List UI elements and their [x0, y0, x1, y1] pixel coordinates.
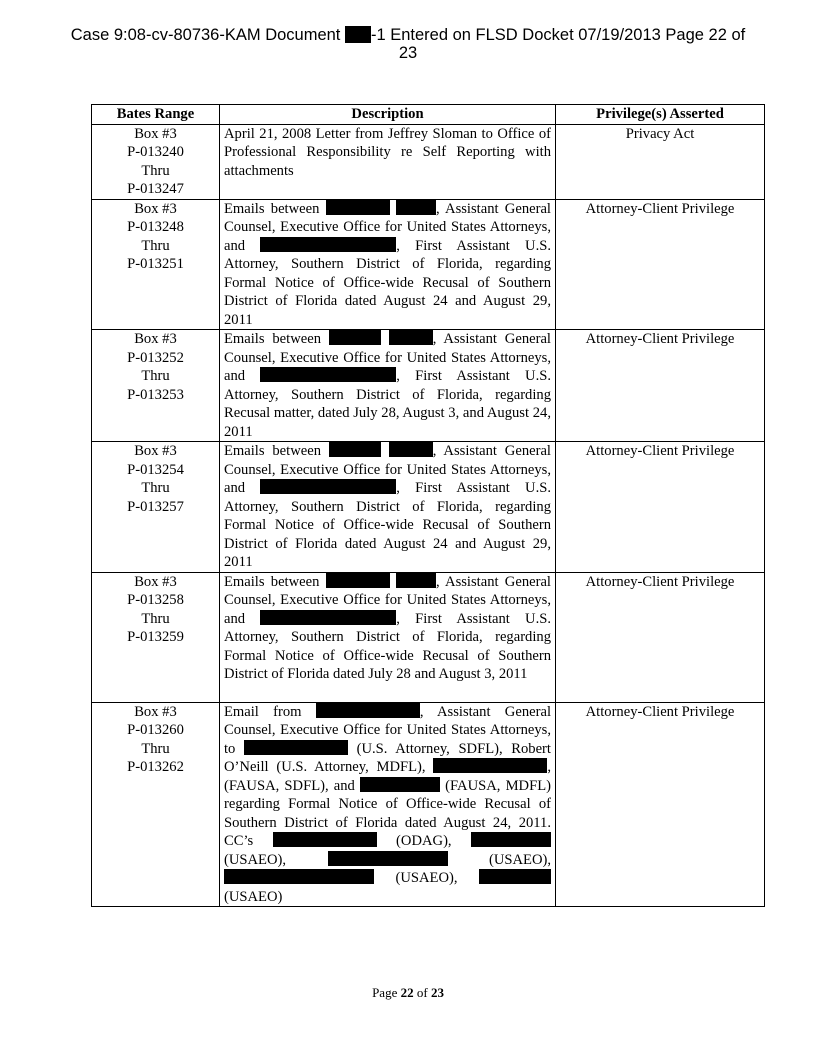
- header-line-1: [0, 26, 816, 44]
- bates-box: Box #3: [134, 573, 177, 590]
- privilege-cell: Attorney-Client Privilege: [556, 199, 765, 330]
- description-text: Emails between: [224, 573, 320, 590]
- redaction-block: [316, 703, 420, 718]
- description-text: , (FAUSA, SDFL), and: [224, 759, 551, 794]
- bates-start: P-013254: [127, 461, 184, 478]
- description-text: (USAEO): [224, 888, 283, 905]
- bates-start: P-013260: [127, 722, 184, 738]
- privilege-cell: Attorney-Client Privilege: [556, 572, 765, 702]
- redaction-block: [328, 851, 448, 866]
- redaction-block: [471, 832, 551, 847]
- column-header-bates: Bates Range: [92, 105, 220, 125]
- footer-page-total: 23: [430, 985, 444, 1000]
- footer-of-label: of: [413, 985, 431, 1000]
- redaction-block: [260, 610, 396, 625]
- description-text: , First Assistant U.S. Attorney, Southern District of Florida, regarding Formal Notice of Office-wide Recusal of Southern District of Florida dated August 24 and August 29, 2011: [224, 237, 551, 328]
- description-cell: [220, 442, 556, 573]
- redaction-block: [329, 442, 381, 457]
- description-text: , First Assistant U.S. Attorney, Southern District of Florida, regarding Formal Notice of Office-wide Recusal of Southern District of Florida dated August 24 and August 29, 2011: [224, 480, 551, 570]
- description-cell: [220, 199, 556, 330]
- redaction-block: [389, 330, 433, 345]
- description-text: (FAUSA, MDFL) regarding Formal Notice of Office-wide Recusal of Southern District of Florida dated August 24, 2011. CC’s: [224, 777, 551, 849]
- bates-thru: Thru: [141, 610, 170, 627]
- header-docket-text: -1 Entered on FLSD Docket 07/19/2013 Page 22 of: [370, 26, 746, 44]
- page-footer: [0, 985, 816, 1001]
- table-row: [92, 442, 765, 573]
- bates-end: P-013247: [127, 181, 184, 197]
- redaction-block: [260, 479, 396, 494]
- bates-box: Box #3: [134, 443, 177, 459]
- bates-thru: Thru: [141, 237, 170, 254]
- table-row: [92, 124, 765, 199]
- bates-start: P-013252: [127, 349, 184, 366]
- description-text: (USAEO),: [224, 851, 287, 868]
- description-text: , Assistant General Counsel, Executive Office for United States Attorneys, and: [224, 443, 551, 496]
- table-row: [92, 330, 765, 442]
- table-header-row: [92, 105, 765, 125]
- bates-end: P-013262: [127, 759, 184, 775]
- bates-box: Box #3: [134, 125, 177, 142]
- redaction-block: [389, 442, 433, 457]
- redaction-block: [345, 26, 371, 43]
- header-line-2: 23: [398, 44, 418, 62]
- redaction-block: [479, 869, 551, 884]
- privilege-log-table: [91, 104, 765, 907]
- privilege-cell: Attorney-Client Privilege: [556, 330, 765, 442]
- bates-cell: [92, 330, 220, 442]
- bates-cell: [92, 124, 220, 199]
- description-text: Emails between: [224, 331, 322, 347]
- footer-page-number: 22: [400, 985, 414, 1000]
- header-case-text: Case 9:08-cv-80736-KAM Document: [70, 26, 341, 44]
- bates-thru: Thru: [141, 368, 170, 384]
- description-cell: [220, 572, 556, 702]
- bates-cell: [92, 572, 220, 702]
- redaction-block: [396, 573, 436, 588]
- privilege-cell: Attorney-Client Privilege: [556, 442, 765, 573]
- bates-end: P-013251: [127, 256, 184, 272]
- description-text: April 21, 2008 Letter from Jeffrey Sloman to Office of Professional Responsibility re Self Reporting with attachments: [224, 125, 551, 179]
- bates-end: P-013259: [127, 629, 184, 645]
- redaction-block: [224, 869, 374, 884]
- table-row: [92, 572, 765, 702]
- redaction-block: [326, 573, 390, 588]
- description-cell: [220, 330, 556, 442]
- bates-start: P-013248: [127, 219, 184, 235]
- description-text: (USAEO),: [488, 851, 551, 868]
- description-text: (USAEO),: [395, 870, 458, 886]
- redaction-block: [260, 367, 396, 382]
- table-row: [92, 199, 765, 330]
- redaction-block: [260, 237, 396, 252]
- redaction-block: [396, 200, 436, 215]
- bates-box: Box #3: [134, 703, 177, 720]
- description-text: , Assistant General Counsel, Executive Office for United States Attorneys, to: [224, 703, 551, 757]
- page-header: [0, 26, 816, 62]
- footer-page-label: Page: [372, 985, 401, 1000]
- description-text: , Assistant General Counsel, Executive Office for United States Attorneys, and: [224, 573, 551, 627]
- description-text: , Assistant General Counsel, Executive Office for United States Attorneys, and: [224, 200, 551, 254]
- bates-thru: Thru: [141, 740, 170, 757]
- redaction-block: [326, 200, 390, 215]
- description-text: (ODAG),: [396, 833, 452, 849]
- redaction-block: [360, 777, 440, 792]
- bates-thru: Thru: [141, 480, 170, 496]
- table-row: [92, 702, 765, 907]
- redaction-block: [244, 740, 348, 755]
- redaction-block: [273, 832, 377, 847]
- bates-box: Box #3: [134, 331, 177, 347]
- privilege-cell: Attorney-Client Privilege: [556, 702, 765, 907]
- description-text: , First Assistant U.S. Attorney, Southern District of Florida, regarding Formal Notice of Office-wide Recusal of Southern District of Florida dated July 28 and August 3, 2011: [224, 610, 551, 682]
- bates-start: P-013258: [127, 592, 184, 608]
- column-header-description: Description: [220, 105, 556, 125]
- column-header-privilege: Privilege(s) Asserted: [556, 105, 765, 125]
- description-text: , Assistant General Counsel, Executive Office for United States Attorneys, and: [224, 331, 551, 384]
- bates-end: P-013253: [127, 386, 184, 403]
- bates-box: Box #3: [134, 200, 177, 217]
- redaction-block: [329, 330, 381, 345]
- bates-cell: [92, 199, 220, 330]
- bates-thru: Thru: [141, 162, 170, 179]
- privilege-cell: Privacy Act: [556, 124, 765, 199]
- description-text: Email from: [224, 703, 302, 720]
- description-text: Emails between: [224, 200, 320, 217]
- bates-cell: [92, 702, 220, 907]
- description-cell: [220, 702, 556, 907]
- bates-start: P-013240: [127, 144, 184, 160]
- description-text: , First Assistant U.S. Attorney, Southern District of Florida, regarding Recusal matter, dated July 28, August 3, and August 24, 2011: [224, 368, 551, 440]
- description-text: (U.S. Attorney, SDFL), Robert O’Neill (U.S. Attorney, MDFL),: [224, 740, 551, 775]
- description-cell: [220, 124, 556, 199]
- description-text: Emails between: [224, 443, 322, 459]
- redaction-block: [433, 758, 547, 773]
- bates-cell: [92, 442, 220, 573]
- bates-end: P-013257: [127, 498, 184, 515]
